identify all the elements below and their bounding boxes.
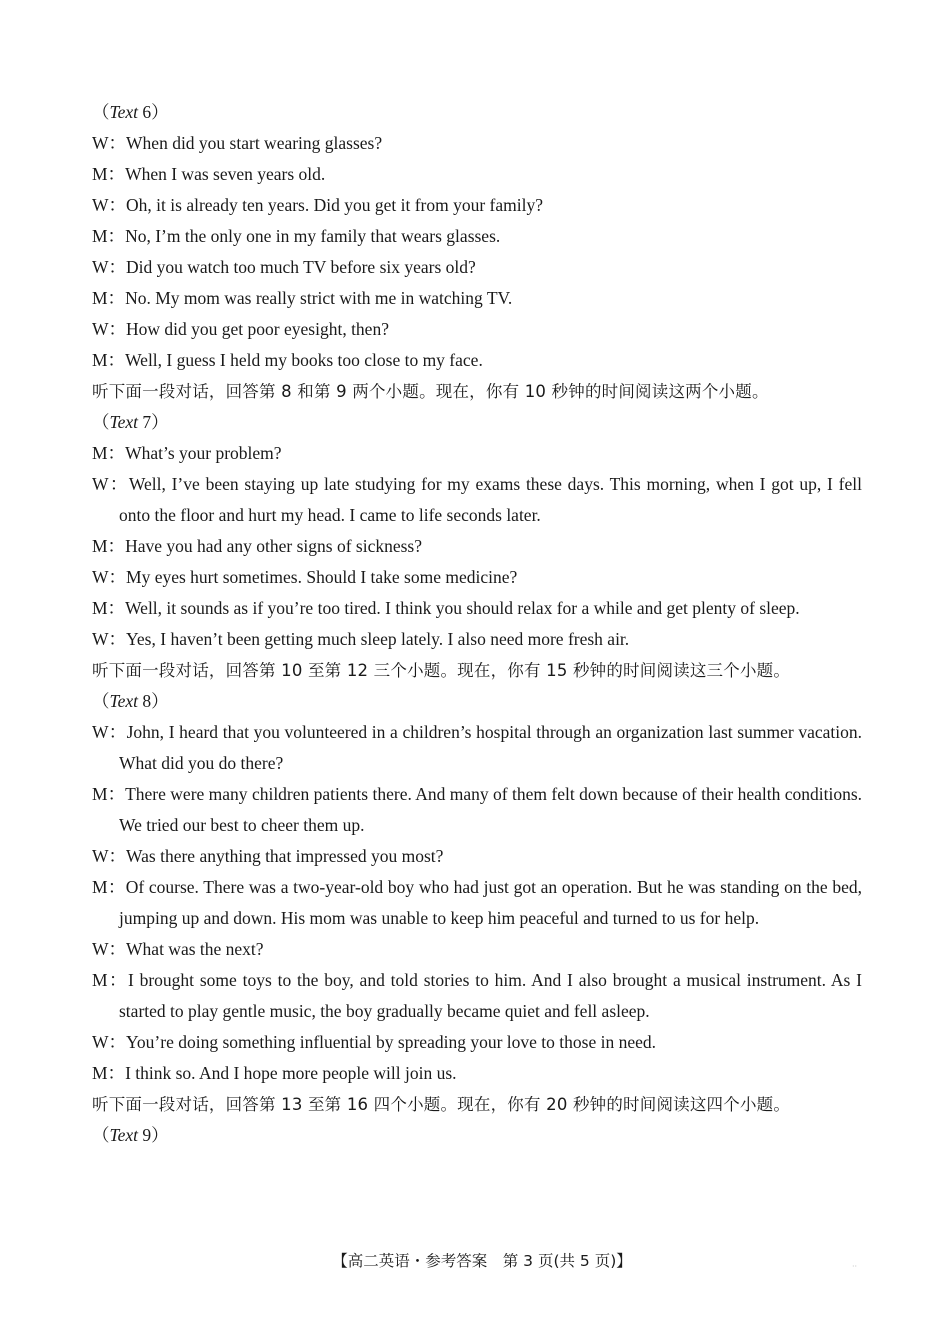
utterance-text: When I was seven years old. xyxy=(125,164,326,184)
text8-dialogue xyxy=(92,717,862,1089)
speaker-label: M： xyxy=(92,877,126,897)
speaker-label: W： xyxy=(92,195,127,215)
utterance-text: My eyes hurt sometimes. Should I take some medicine? xyxy=(126,567,518,587)
text6-dialogue xyxy=(92,128,862,376)
dialogue-line xyxy=(92,531,862,562)
utterance-text: No. My mom was really strict with me in watching TV. xyxy=(125,288,513,308)
text6-heading: （Text 6） xyxy=(92,102,169,122)
speaker-label: M： xyxy=(92,226,126,246)
speaker-label: W： xyxy=(92,567,127,587)
dialogue-line xyxy=(92,314,862,345)
dialogue-line xyxy=(92,717,862,779)
dialogue-line xyxy=(92,593,862,624)
speaker-label: M： xyxy=(92,536,126,556)
utterance-text: John, I heard that you volunteered in a children’s hospital through an organization last summer vacation. What did you do there? xyxy=(119,722,862,773)
dialogue-line xyxy=(92,283,862,314)
instruction-questions-8-9: 听下面一段对话，回答第 8 和第 9 两个小题。现在，你有 10 秒钟的时间阅读这两个小题。 xyxy=(92,382,769,401)
utterance-text: I brought some toys to the boy, and told stories to him. And I also brought a musical instrument. As I started to play gentle music, the boy gradually became quiet and fell asleep. xyxy=(119,970,862,1021)
speaker-label: W： xyxy=(92,629,127,649)
page-footer: 【高二英语・参考答案 第 3 页(共 5 页)】 xyxy=(332,1252,632,1270)
speaker-label: M： xyxy=(92,970,128,990)
utterance-text: Oh, it is already ten years. Did you get it from your family? xyxy=(126,195,544,215)
text7-heading: （Text 7） xyxy=(92,412,169,432)
utterance-text: There were many children patients there. And many of them felt down because of their health conditions. We tried our best to cheer them up. xyxy=(119,784,863,835)
instruction-questions-10-12: 听下面一段对话，回答第 10 至第 12 三个小题。现在，你有 15 秒钟的时间阅读这三个小题。 xyxy=(92,661,791,680)
speaker-label: W： xyxy=(92,133,127,153)
dialogue-line xyxy=(92,345,862,376)
utterance-text: Was there anything that impressed you most? xyxy=(126,846,444,866)
utterance-text: I think so. And I hope more people will join us. xyxy=(125,1063,457,1083)
dialogue-line xyxy=(92,190,862,221)
speaker-label: M： xyxy=(92,164,126,184)
utterance-text: Yes, I haven’t been getting much sleep lately. I also need more fresh air. xyxy=(126,629,630,649)
dialogue-line xyxy=(92,872,862,934)
utterance-text: Well, I guess I held my books too close to my face. xyxy=(125,350,483,370)
dialogue-line xyxy=(92,934,862,965)
dialogue-line xyxy=(92,965,862,1027)
dialogue-line xyxy=(92,252,862,283)
utterance-text: When did you start wearing glasses? xyxy=(126,133,383,153)
utterance-text: Of course. There was a two-year-old boy who had just got an operation. But he was standing on the bed, jumping up and down. His mom was unable to keep him peaceful and turned to us for help. xyxy=(119,877,862,928)
dialogue-line xyxy=(92,1027,862,1058)
utterance-text: What was the next? xyxy=(126,939,264,959)
speaker-label: M： xyxy=(92,288,126,308)
utterance-text: No, I’m the only one in my family that wears glasses. xyxy=(125,226,501,246)
dialogue-line xyxy=(92,1058,862,1089)
utterance-text: How did you get poor eyesight, then? xyxy=(126,319,389,339)
utterance-text: You’re doing something influential by spreading your love to those in need. xyxy=(126,1032,656,1052)
utterance-text: What’s your problem? xyxy=(125,443,282,463)
utterance-text: Did you watch too much TV before six years old? xyxy=(126,257,476,277)
speaker-label: W： xyxy=(92,257,127,277)
dialogue-line xyxy=(92,624,862,655)
speaker-label: W： xyxy=(92,474,129,494)
dialogue-line xyxy=(92,159,862,190)
utterance-text: Have you had any other signs of sickness? xyxy=(125,536,423,556)
dialogue-line xyxy=(92,438,862,469)
speaker-label: W： xyxy=(92,939,127,959)
speaker-label: W： xyxy=(92,722,127,742)
speaker-label: W： xyxy=(92,1032,127,1052)
speaker-label: M： xyxy=(92,1063,126,1083)
speaker-label: M： xyxy=(92,350,126,370)
speaker-label: M： xyxy=(92,443,126,463)
dialogue-line xyxy=(92,221,862,252)
utterance-text: Well, I’ve been staying up late studying for my exams these days. This morning, when I got up, I fell onto the floor and hurt my head. I came to life seconds later. xyxy=(119,474,862,525)
dialogue-line xyxy=(92,779,862,841)
speaker-label: W： xyxy=(92,319,127,339)
dialogue-line xyxy=(92,128,862,159)
dialogue-line xyxy=(92,562,862,593)
utterance-text: Well, it sounds as if you’re too tired. I think you should relax for a while and get plenty of sleep. xyxy=(125,598,800,618)
instruction-questions-13-16: 听下面一段对话，回答第 13 至第 16 四个小题。现在，你有 20 秒钟的时间阅读这四个小题。 xyxy=(92,1095,791,1114)
dialogue-line xyxy=(92,469,862,531)
scan-mark: ·· xyxy=(852,1262,858,1271)
text8-heading: （Text 8） xyxy=(92,691,169,711)
speaker-label: M： xyxy=(92,784,126,804)
text7-dialogue xyxy=(92,438,862,655)
text9-heading: （Text 9） xyxy=(92,1125,169,1145)
speaker-label: M： xyxy=(92,598,126,618)
dialogue-line xyxy=(92,841,862,872)
document-page xyxy=(92,97,862,1151)
speaker-label: W： xyxy=(92,846,127,866)
